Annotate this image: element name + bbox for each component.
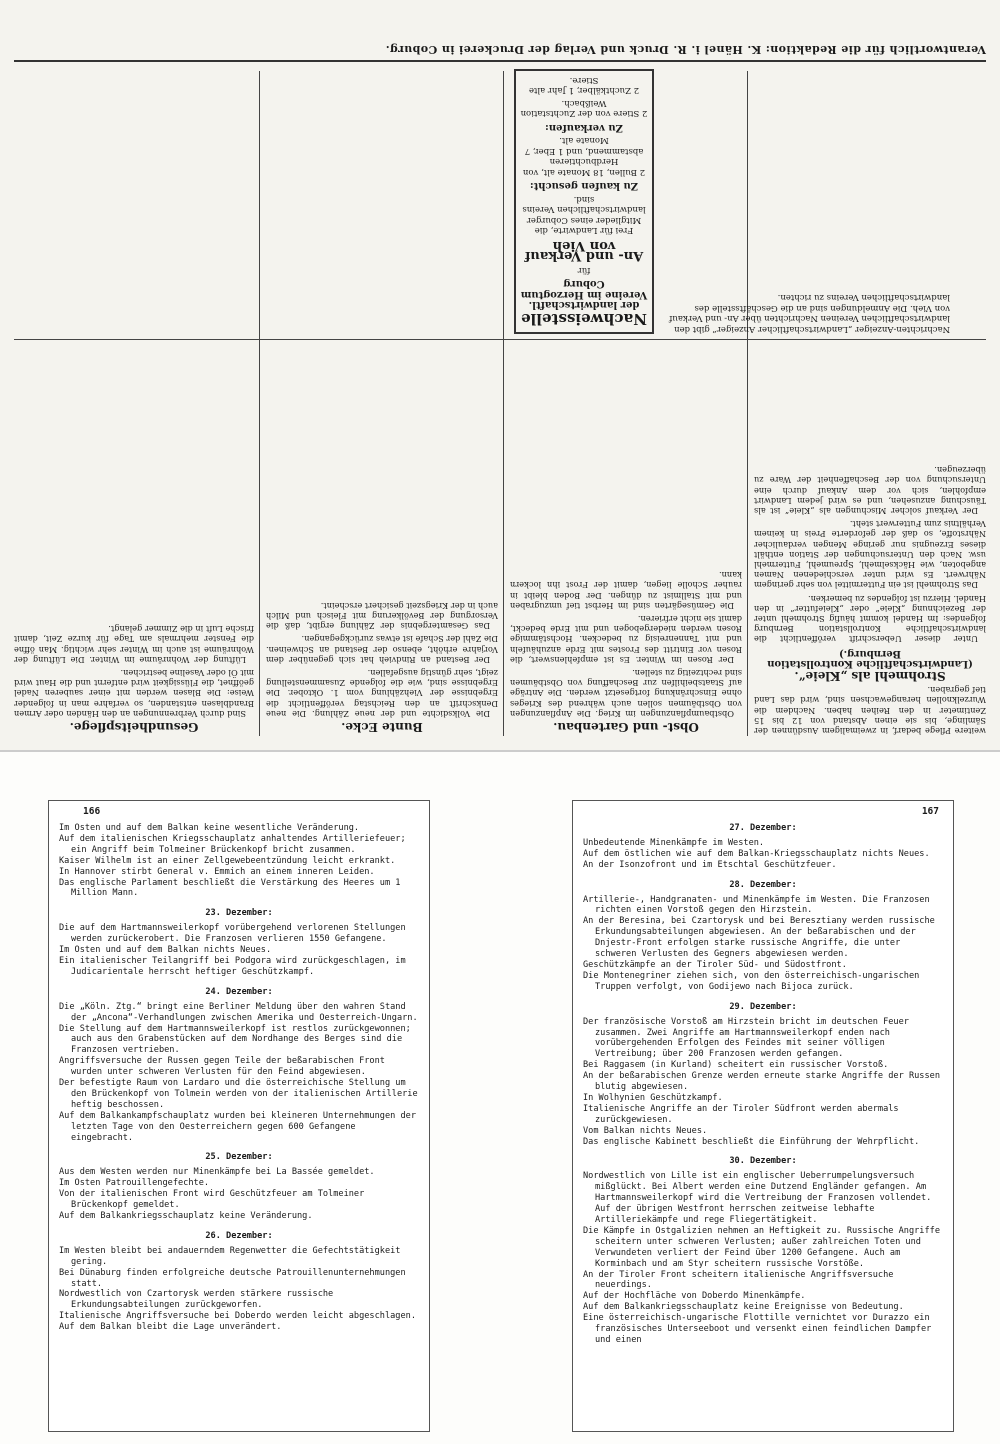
entry: In Wolhynien Geschützkampf. — [583, 1092, 723, 1103]
col1-paragraph: Der Verkauf solcher Mischungen als „Kleie“ ist als Täuschung anzusehen, und es wird jedem Landwirt empfohlen, sich vor dem Ankauf durch eine Untersuchung von der Beschaffenheit der Ware zu überzeugen. — [754, 465, 986, 516]
col4-paragraph: Lüftung der Wohnräume im Winter. Die Lüftung der Wohnräume ist auch im Winter sehr wichtig. Man öffne die Fenster mehrmals am Tage für kurze Zeit, damit frische Luft in die Zimmer gelangt. — [14, 624, 254, 665]
entry: Auf dem Balkankriegsschauplatz keine Veränderung. — [59, 1211, 313, 1221]
entry: Die Stellung auf dem Hartmannsweilerkopf ist restlos zurückgewonnen; auch aus den Grabenstücken auf dem Nordhange des Berges sind die Franzosen vertrieben. — [59, 1023, 411, 1056]
col1-paragraph: Unter dieser Ueberschrift veröffentlicht die landwirtschaftliche Kontrollstation Bernburg folgendes: Im Handel kommt häufig Strohmehl unter der Bezeichnung „Kleie“ oder „Kleiefutter“ in den Handel. Hierzu ist folgendes zu bemerken. — [754, 593, 986, 645]
entry: Geschützkämpfe an der Tiroler Süd- und Südostfront. — [583, 959, 847, 970]
horizontal-rule — [14, 339, 986, 340]
col4-heading: Gesundheitspflege. — [69, 720, 199, 734]
entry: Italienische Angriffsversuche bei Doberdo werden leicht abgeschlagen. — [59, 1311, 416, 1322]
entry: Unbedeutende Minenkämpfe im Westen. — [583, 837, 765, 848]
entry: Kaiser Wilhelm ist an einer Zellgewebeentzündung leicht erkrankt. — [59, 855, 396, 866]
ad-section-wanted: Zu kaufen gesucht: — [529, 180, 639, 192]
entry: Auf dem italienischen Kriegsschauplatz anhaltendes Artilleriefeuer; ein Angriff beim Tolmeiner Brückenkopf bricht zusammen. — [59, 833, 406, 855]
small-notice: Nachrichten-Anzeiger „Landwirtschaftlicher Anzeiger“ gibt den landwirtschaftlichen Vereinen Nachrichten über An- und Verkauf von Vieh. Die Anmeldungen sind an die Geschäftsstelle des landwirtschaftlichen Vereins zu richten. — [669, 292, 950, 334]
col1-paragraph: Das Strohmehl ist ein Futtermittel von sehr geringem Nährwert. Es wird unter verschiedenen Namen angeboten, wie Häckselmehl, Spreumehl, Futtermehl usw. Nach den Untersuchungen der Station enthält dieses Erzeugnis nur geringe Mengen verdaulicher Nährstoffe, so daß der geforderte Preis in keinem Verhältnis zum Futterwert steht. — [754, 519, 986, 591]
col2-heading: Obst- und Gartenbau. — [553, 720, 699, 734]
date-heading: 26. Dezember: — [205, 1230, 273, 1241]
entry: Auf dem Balkan bleibt die Lage unverändert. — [59, 1322, 282, 1333]
entry: An der Isonzofront und im Etschtal Geschützfeuer. — [583, 859, 837, 870]
page-divider — [0, 750, 1000, 752]
ad-subtitle: der landwirtschaftl. Vereine im Herzogtum Coburg — [520, 278, 648, 311]
livestock-exchange-ad — [514, 69, 654, 334]
entry: Bei Dünaburg finden erfolgreiche deutsche Patrouillenunternehmungen statt. — [59, 1267, 406, 1289]
entry: Auf dem Balkankriegsschauplatz keine Ereignisse von Bedeutung. — [583, 1302, 904, 1313]
entry: Die auf dem Hartmannsweilerkopf vorübergehend verlorenen Stellungen werden zurückerobert. Die Franzosen verlieren 1550 Gefangene. — [59, 923, 406, 945]
col1-heading: Strohmehl als „Kleie“. — [794, 668, 946, 683]
page-number: 166 — [83, 806, 101, 817]
date-heading: 24. Dezember: — [205, 986, 273, 997]
col3-paragraph: Die Volksdichte und der neue Zählung. Die neue Denkschrift an den Reichstag veröffentlicht die Ergebnisse der Viehzählung vom 1. Oktober. Die Ergebnisse sind, wie die folgende Zusammenstellung zeigt, sehr günstig ausgefallen. — [266, 667, 498, 719]
entry: Eine österreichisch-ungarische Flottille vernichtet vor Durazzo ein französisches Unterseeboot und versenkt einen feindlichen Dampfer und einen — [583, 1313, 932, 1345]
date-heading: 27. Dezember: — [729, 823, 797, 833]
entry: Vom Balkan nichts Neues. — [583, 1125, 708, 1136]
col2-paragraph: Der Rosen im Winter. Es ist empfehlenswert, die Rosen vor Eintritt des Frostes mit Erde anzuhäufeln und mit Tannenreisig zu bedecken. Hochstämmige Rosen werden niedergebogen und mit Erde bedeckt, damit sie nicht erfrieren. — [510, 613, 742, 665]
date-heading: 28. Dezember: — [729, 879, 797, 890]
newspaper-imprint: Verantwortlich für die Redaktion: K. Hänel i. R. Druck und Verlag der Druckerei in Coburg. — [14, 43, 986, 62]
entry: Der französische Vorstoß am Hirzstein bricht im deutschen Feuer zusammen. Zwei Angriffe am Hartmannsweilerkopf enden nach vorübergehenden Erfolgen des Feindes mit seiner völligen Vertreibung; über 200 Franzosen werden gefangen. — [583, 1016, 909, 1060]
entry: Angriffsversuche der Russen gegen Teile der beßarabischen Front wurden unter schweren Verlusten für den Feind abgewiesen. — [59, 1056, 385, 1078]
date-heading: 23. Dezember: — [205, 908, 273, 919]
entry: Das englische Kabinett beschließt die Einführung der Wehrpflicht. — [583, 1136, 920, 1147]
page-content — [59, 823, 419, 1333]
entry: In Hannover stirbt General v. Emmich an einem inneren Leiden. — [59, 866, 375, 877]
ad-item: 2 Bullen, 18 Monate alt, von Herdbuchtieren abstammend, und 1 Eber, 7 Monate alt. — [522, 135, 646, 177]
entry: Artillerie-, Handgranaten- und Minenkämpfe im Westen. Die Franzosen richten einen Vorstoß gegen den Hirzstein. — [583, 894, 930, 916]
ad-item: 2 Zuchtkälber, 1 Jahr alte Stiere. — [528, 75, 640, 96]
ad-main: An- und Verkauf von Vieh — [524, 238, 644, 264]
chronicle-page-166 — [48, 800, 430, 1432]
entry: Im Osten Patrouillengefechte. — [59, 1178, 210, 1189]
entry: Ein italienischer Teilangriff bei Podgora wird zurückgeschlagen, im Judicarientale herrscht heftiger Geschützkampf. — [59, 955, 406, 977]
newspaper-column-1 — [754, 462, 986, 736]
entry: Auf der Hochfläche von Doberdo Minenkämpfe. — [583, 1291, 806, 1302]
entry: Die Montenegriner ziehen sich, von den österreichisch-ungarischen Truppen verfolgt, von Godijewo nach Bijoca zurück. — [583, 970, 920, 992]
ad-section-sale: Zu verkaufen: — [545, 122, 623, 133]
newspaper-column-2 — [510, 567, 742, 736]
col1-lead: weitere Pflege bedarf, in zweimaligem Ausdünnen der Sämlinge, bis sie einen Abstand von 12 bis 15 Zentimeter in den Reihen haben. Nachdem die Wurzelknollen herangewachsen sind, wird das Land tief gegraben. — [754, 685, 986, 736]
ad-item: 2 Stiere von der Zuchtstation Weißbach. — [520, 98, 648, 119]
date-heading: 29. Dezember: — [729, 1001, 797, 1012]
entry: Bei Raggasem (in Kurland) scheitert ein russischer Vorstoß. — [583, 1060, 889, 1071]
entry: Auf dem Balkankampfschauplatz wurden bei kleineren Unternehmungen der letzten Tage von den Oesterreichern gegen 600 Gefangene eingebracht. — [59, 1110, 416, 1143]
newspaper-column-4 — [14, 621, 254, 736]
newspaper-column-3 — [266, 598, 498, 736]
col1-subheading: (Landwirtschaftliche Kontrollstation Bernburg.) — [767, 647, 973, 669]
col2-paragraph: Die Gemüsegärten sind im Herbst tief umzugraben und mit Stallmist zu düngen. Der Boden bleibt in rauher Scholle liegen, damit der Frost ihn lockern kann. — [510, 570, 742, 611]
entry: Die Kämpfe in Ostgalizien nehmen an Heftigkeit zu. Russische Angriffe scheitern unter schweren Verlusten; außer zahlreichen Toten und Verwundeten verliert der Feind über 1200 Gefangene. Auch am Korminbach und am Styr scheitern russische Vorstöße. — [583, 1225, 940, 1269]
ad-note: Frei für Landwirte, die Mitglieder eines Coburger landwirtschaftlichen Vereins sind. — [522, 194, 646, 236]
entry: Nordwestlich von Czartorysk werden stärkere russische Erkundungsabteilungen zurückgeworfen. — [59, 1289, 334, 1311]
entry: Im Westen bleibt bei andauerndem Regenwetter die Gefechtstätigkeit gering. — [59, 1245, 401, 1267]
entry: Die „Köln. Ztg.“ bringt eine Berliner Meldung über den wahren Stand der „Ancona“-Verhandlungen zwischen Amerika und Oesterreich-Ungarn. — [59, 1001, 418, 1023]
chronicle-page-167 — [572, 800, 954, 1432]
col4-paragraph: Sind durch Verbrennungen an den Händen oder Armen Brandblasen entstanden, so verfahre man in folgender Weise: Die Blasen werden mit einer sauberen Nadel geöffnet, die Flüssigkeit wird entfernt und die Haut wird mit Öl oder Vaseline bestrichen. — [14, 667, 254, 719]
entry: Aus dem Westen werden nur Minenkämpfe bei La Bassée gemeldet. — [59, 1167, 375, 1178]
column-rule — [747, 71, 748, 736]
col3-paragraph: Der Bestand an Rindvieh hat sich gegenüber dem Vorjahre erhöht, ebenso der Bestand an Schweinen. Die Zahl der Schafe ist etwas zurückgegangen. — [266, 634, 498, 665]
entry: Im Osten und auf dem Balkan nichts Neues. — [59, 945, 272, 956]
entry: Italienische Angriffe an der Tiroler Südfront werden abermals zurückgewiesen. — [583, 1103, 899, 1125]
entry: Auf dem östlichen wie auf dem Balkan-Kriegsschauplatz nichts Neues. — [583, 848, 930, 859]
entry: Von der italienischen Front wird Geschützfeuer am Tolmeiner Brückenkopf gemeldet. — [59, 1189, 365, 1211]
entry: Der befestigte Raum von Lardaro und die österreichische Stellung um den Brückenkopf von Tolmein werden von der italienischen Artillerie heftig beschossen. — [59, 1078, 418, 1110]
col2-paragraph: Obstbaumpflanzungen im Krieg. Die Anpflanzungen von Obstbäumen sollen auch während des Krieges ohne Einschränkung fortgesetzt werden. Die Anträge auf Staatsbeihilfen zur Beschaffung von Obstbäumen sind rechtzeitig zu stellen. — [510, 667, 742, 719]
ad-for: für — [577, 265, 591, 275]
col3-paragraph: Das Gesamtergebnis der Zählung ergibt, daß die Versorgung der Bevölkerung mit Fleisch und Milch auch in der Kriegszeit gesichert erscheint. — [266, 600, 498, 632]
ad-title: Nachweisstelle — [521, 310, 647, 328]
page-content — [583, 823, 943, 1346]
entry: Im Osten und auf dem Balkan keine wesentliche Veränderung. — [59, 823, 360, 833]
entry: An der beßarabischen Grenze werden erneute starke Angriffe der Russen blutig abgewiesen. — [583, 1071, 940, 1093]
date-heading: 30. Dezember: — [729, 1156, 797, 1167]
column-rule — [503, 71, 504, 736]
date-heading: 25. Dezember: — [205, 1152, 273, 1163]
entry: An der Beresina, bei Czartorysk und bei Beresztiany werden russische Erkundungsabteilungen abgewiesen. An der beßarabischen und der Dnjestr-Front erfolgen starke russische Angriffe, die unter schweren Verlusten des Gegners abgewiesen werden. — [583, 916, 935, 960]
column-rule — [259, 71, 260, 736]
entry: An der Tiroler Front scheitern italienische Angriffsversuche neuerdings. — [583, 1269, 894, 1291]
entry: Nordwestlich von Lille ist ein englischer Ueberrumpelungsversuch mißglückt. Bei Albert werden eine Dutzend Engländer gefangen. Am Hartmannsweilerkopf wird die Vertreibung der Franzosen vollendet. Auf der übrigen Westfront herrschen zeitweise lebhafte Artilleriekämpfe und rege Fliegertätigkeit. — [583, 1171, 932, 1225]
page-number: 167 — [921, 806, 939, 817]
entry: Das englische Parlament beschließt die Verstärkung des Heeres um 1 Million Mann. — [59, 877, 401, 899]
col3-heading: Bunte Ecke. — [341, 720, 423, 734]
